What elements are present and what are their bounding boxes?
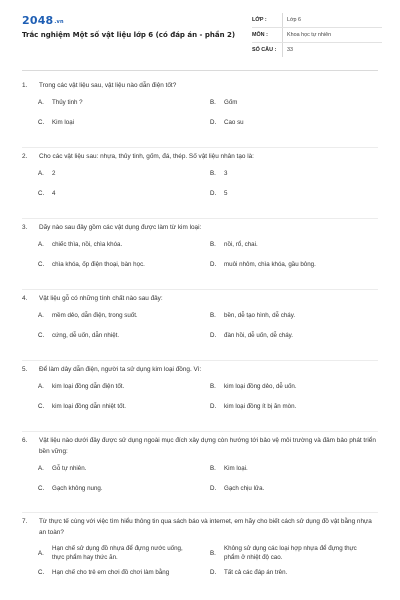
answer-option[interactable] — [210, 568, 382, 577]
option-letter: D. — [210, 190, 217, 197]
option-letter: D. — [210, 261, 217, 268]
answer-option[interactable] — [38, 311, 210, 320]
option-letter: D. — [210, 485, 217, 492]
question-text: Vật liệu gỗ có những tính chất nào sau đây: — [39, 295, 163, 302]
option-text: Thủy tinh ? — [52, 99, 83, 106]
option-letter: D. — [210, 569, 217, 576]
option-letter: A. — [38, 465, 44, 472]
logo-text: 2048 — [22, 14, 54, 27]
option-letter: B. — [210, 170, 216, 177]
option-text: cứng, dễ uốn, dẫn nhiệt. — [52, 332, 120, 339]
meta-table — [252, 13, 382, 57]
question-stem — [0, 293, 400, 304]
question-divider — [22, 218, 378, 219]
option-text: Gạch không nung. — [52, 485, 103, 492]
question-divider — [22, 147, 378, 148]
answer-option[interactable] — [210, 98, 382, 107]
answer-option[interactable] — [210, 331, 382, 340]
meta-row — [252, 43, 382, 57]
option-text: 4 — [52, 190, 56, 197]
option-letter: C. — [38, 332, 45, 339]
logo-suffix: .vn — [54, 19, 64, 25]
answer-option[interactable] — [38, 331, 210, 340]
answer-option[interactable] — [210, 544, 382, 562]
answer-option[interactable] — [210, 240, 382, 249]
meta-label: SỐ CÂU : — [252, 47, 277, 53]
answer-option[interactable] — [210, 382, 382, 391]
option-letter: B. — [210, 312, 216, 319]
question-text: Trong các vật liệu sau, vật liệu nào dẫn điện tốt? — [39, 82, 177, 89]
answer-options — [0, 240, 400, 269]
option-letter: A. — [38, 312, 44, 319]
question-text: Vật liệu nào dưới đây được sử dụng ngoài mục đích xây dựng còn hướng tới bảo vệ môi trường và đảm bảo phát triển bền vững: — [39, 437, 376, 455]
question-number: 5. — [22, 366, 28, 373]
answer-option[interactable] — [38, 240, 210, 249]
option-letter: B. — [210, 241, 216, 248]
option-text: Gỗ tự nhiên. — [52, 465, 87, 472]
option-letter: B. — [210, 549, 216, 557]
question-item — [0, 293, 400, 340]
option-letter: B. — [210, 99, 216, 106]
option-text: 5 — [224, 190, 228, 197]
option-letter: C. — [38, 119, 45, 126]
option-text: chìa khóa, ốp điện thoại, bàn học. — [52, 261, 145, 268]
question-divider — [22, 512, 378, 513]
meta-row — [252, 13, 382, 28]
answer-option[interactable] — [38, 118, 210, 127]
option-text: chiếc thìa, nồi, chìa khóa. — [52, 241, 123, 248]
site-logo[interactable] — [22, 14, 64, 27]
answer-options — [0, 382, 400, 411]
option-text: Hạn chế cho trẻ em chơi đồ chơi làm bằng — [52, 569, 170, 576]
option-letter: A. — [38, 170, 44, 177]
meta-label: LỚP : — [252, 17, 267, 23]
option-letter: A. — [38, 99, 44, 106]
meta-value: Khoa học tự nhiên — [282, 28, 331, 42]
question-divider — [22, 431, 378, 432]
question-item — [0, 222, 400, 269]
question-text: Để làm dây dẫn điện, người ta sử dụng kim loại đồng. Vì: — [39, 366, 202, 373]
answer-option[interactable] — [38, 260, 210, 269]
option-letter: A. — [38, 383, 44, 390]
answer-option[interactable] — [38, 189, 210, 198]
answer-option[interactable] — [210, 169, 382, 178]
question-divider — [22, 360, 378, 361]
option-text: Kim loại. — [224, 465, 248, 472]
meta-row — [252, 28, 382, 43]
option-text: 2 — [52, 170, 56, 177]
question-item — [0, 435, 400, 493]
option-text: kim loại đồng dẫn điện tốt. — [52, 383, 125, 390]
option-text: Gốm — [224, 99, 238, 106]
option-letter: B. — [210, 383, 216, 390]
option-text: Kim loại — [52, 119, 75, 126]
answer-options — [0, 464, 400, 493]
question-number: 4. — [22, 295, 28, 302]
answer-option[interactable] — [38, 484, 210, 493]
option-letter: C. — [38, 569, 45, 576]
question-number: 3. — [22, 224, 28, 231]
question-number: 7. — [22, 518, 28, 525]
page-title: Trắc nghiệm Một số vật liệu lớp 6 (có đáp án - phần 2) — [22, 31, 236, 39]
question-number: 2. — [22, 153, 28, 160]
question-stem — [0, 222, 400, 233]
question-number: 6. — [22, 437, 28, 444]
question-item — [0, 516, 400, 577]
answer-option[interactable] — [210, 484, 382, 493]
option-text: Cao su — [224, 119, 244, 126]
question-stem — [0, 80, 400, 91]
answer-option[interactable] — [38, 544, 210, 562]
answer-options — [0, 98, 400, 127]
answer-option[interactable] — [38, 402, 210, 411]
option-letter: B. — [210, 465, 216, 472]
answer-option[interactable] — [210, 464, 382, 473]
meta-value: Lớp 6 — [282, 13, 301, 27]
answer-option[interactable] — [210, 189, 382, 198]
answer-option[interactable] — [38, 98, 210, 107]
answer-option[interactable] — [38, 382, 210, 391]
answer-option[interactable] — [38, 568, 210, 577]
question-stem — [0, 435, 400, 457]
answer-option[interactable] — [210, 260, 382, 269]
option-letter: A. — [38, 241, 44, 248]
meta-label: MÔN : — [252, 32, 268, 38]
answer-options — [0, 311, 400, 340]
answer-option[interactable] — [210, 311, 382, 320]
option-text: mềm dẻo, dẫn điện, trong suốt. — [52, 312, 138, 319]
option-letter: A. — [38, 549, 44, 557]
option-text: kim loại đồng ít bị ăn mòn. — [224, 403, 297, 410]
question-item — [0, 364, 400, 411]
question-stem — [0, 151, 400, 162]
question-item — [0, 80, 400, 127]
answer-option[interactable] — [38, 169, 210, 178]
question-text: Từ thực tế cùng với việc tìm hiểu thông tin qua sách báo và internet, em hãy cho biết cách sử dụng đồ vật bằng nhựa an toàn? — [39, 518, 372, 536]
option-text: đàn hồi, dễ uốn, dễ cháy. — [224, 332, 294, 339]
option-letter: C. — [38, 261, 45, 268]
option-text: Không sử dụng các loại hợp nhựa để đựng thực phẩm ở nhiệt độ cao. — [224, 545, 357, 561]
answer-options — [0, 544, 400, 577]
meta-value: 33 — [282, 43, 293, 57]
option-text: Gạch chịu lửa. — [224, 485, 265, 492]
option-text: muôi nhôm, chìa khóa, gầu bông. — [224, 261, 316, 268]
answer-options — [0, 169, 400, 198]
answer-option[interactable] — [210, 118, 382, 127]
question-divider — [22, 289, 378, 290]
question-text: Cho các vật liệu sau: nhựa, thủy tinh, gốm, đá, thép. Số vật liệu nhân tạo là: — [39, 153, 254, 160]
option-letter: D. — [210, 403, 217, 410]
option-text: Hạn chế sử dụng đồ nhựa để đựng nước uống, thực phẩm hay thức ăn. — [52, 545, 183, 561]
question-number: 1. — [22, 82, 28, 89]
answer-option[interactable] — [210, 402, 382, 411]
option-text: kim loại đồng dẫn nhiệt tốt. — [52, 403, 126, 410]
option-letter: D. — [210, 332, 217, 339]
option-text: bền, dễ tạo hình, dễ cháy. — [224, 312, 296, 319]
header — [0, 0, 400, 68]
header-divider — [22, 70, 378, 71]
answer-option[interactable] — [38, 464, 210, 473]
option-letter: D. — [210, 119, 217, 126]
question-stem — [0, 516, 400, 538]
option-letter: C. — [38, 403, 45, 410]
option-letter: C. — [38, 485, 45, 492]
option-text: 3 — [224, 170, 228, 177]
question-text: Dãy nào sau đây gồm các vật dụng được làm từ kim loại: — [39, 224, 202, 231]
question-stem — [0, 364, 400, 375]
option-text: nồi, rổ, chai. — [224, 241, 258, 248]
option-text: Tất cả các đáp án trên. — [224, 569, 288, 576]
question-item — [0, 151, 400, 198]
option-text: kim loại đồng dẻo, dễ uốn. — [224, 383, 297, 390]
option-letter: C. — [38, 190, 45, 197]
